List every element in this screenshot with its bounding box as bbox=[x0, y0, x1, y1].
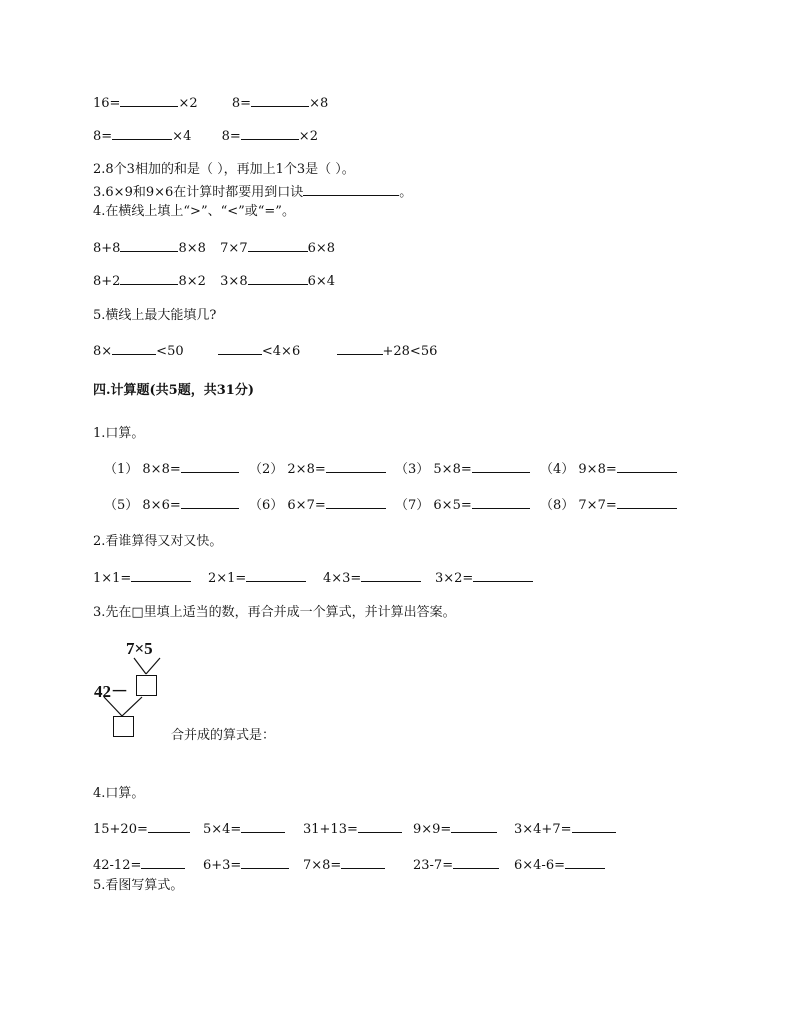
answer-blank[interactable] bbox=[120, 239, 178, 252]
answer-blank[interactable] bbox=[112, 127, 172, 140]
quick-item bbox=[93, 569, 191, 588]
expr-text: 3×4+7= bbox=[514, 822, 572, 837]
expr-text: 8+8 bbox=[93, 241, 121, 256]
s4-question-1: 1.口算。 bbox=[93, 426, 145, 441]
oral-item bbox=[104, 496, 239, 515]
expr-text: +28<56 bbox=[382, 344, 438, 359]
calc-item bbox=[93, 856, 185, 875]
expr-text: 6×4-6= bbox=[514, 858, 565, 873]
calc-item bbox=[413, 820, 497, 839]
question-end: 。 bbox=[399, 185, 413, 200]
answer-blank[interactable] bbox=[248, 239, 308, 252]
expr-text: 8= bbox=[221, 129, 241, 144]
expr-text: （3） 5×8= bbox=[395, 462, 472, 477]
oral-item bbox=[104, 460, 239, 479]
expr-text: 31+13= bbox=[303, 822, 358, 837]
answer-blank[interactable] bbox=[617, 460, 677, 473]
expr-text: 4×3= bbox=[323, 571, 362, 586]
expr-text: ×2 bbox=[298, 129, 318, 144]
answer-blank[interactable] bbox=[218, 342, 262, 355]
answer-box[interactable] bbox=[136, 675, 157, 696]
expr-text: 8×2 bbox=[178, 274, 206, 289]
expr-text: 6×4 bbox=[307, 274, 336, 289]
expr-text: <50 bbox=[156, 344, 184, 359]
answer-blank[interactable] bbox=[341, 856, 385, 869]
fill-row-2 bbox=[93, 127, 318, 146]
calc-item bbox=[303, 820, 402, 839]
answer-blank[interactable] bbox=[181, 496, 239, 509]
answer-blank[interactable] bbox=[246, 569, 306, 582]
expr-text: 8+2 bbox=[93, 274, 121, 289]
expr-text: 3×2= bbox=[435, 571, 474, 586]
expr-text: 7×8= bbox=[303, 858, 342, 873]
calc-item bbox=[203, 820, 285, 839]
answer-box[interactable] bbox=[113, 716, 134, 737]
expr-text: 2×1= bbox=[208, 571, 247, 586]
answer-blank[interactable] bbox=[181, 460, 239, 473]
s4-question-5: 5.看图写算式。 bbox=[93, 878, 184, 893]
calc-item bbox=[413, 856, 499, 875]
expr-text: <4×6 bbox=[261, 344, 301, 359]
expr-text: ×2 bbox=[178, 96, 198, 111]
question-3 bbox=[93, 183, 412, 202]
answer-blank[interactable] bbox=[120, 94, 178, 107]
expr-text: （2） 2×8= bbox=[249, 462, 326, 477]
section-heading: 四.计算题(共5题，共31分) bbox=[93, 383, 254, 398]
oral-item bbox=[395, 496, 530, 515]
expr-text: 8×8 bbox=[178, 241, 206, 256]
oral-item bbox=[395, 460, 530, 479]
answer-blank[interactable] bbox=[565, 856, 605, 869]
diagram-left-expr: 42－ bbox=[94, 682, 128, 701]
split-lines bbox=[130, 657, 164, 677]
answer-blank[interactable] bbox=[241, 127, 299, 140]
answer-blank[interactable] bbox=[572, 820, 616, 833]
quick-item bbox=[323, 569, 421, 588]
expr-text: 8× bbox=[93, 344, 113, 359]
s4-question-2: 2.看谁算得又对又快。 bbox=[93, 534, 223, 549]
answer-blank[interactable] bbox=[120, 272, 178, 285]
expr-text: 42-12= bbox=[93, 858, 142, 873]
answer-blank[interactable] bbox=[131, 569, 191, 582]
expr-text: 6+3= bbox=[203, 858, 242, 873]
answer-blank[interactable] bbox=[248, 272, 308, 285]
answer-blank[interactable] bbox=[358, 820, 402, 833]
expr-text: （4） 9×8= bbox=[540, 462, 617, 477]
expr-text: 3×8 bbox=[220, 274, 248, 289]
oral-item bbox=[249, 496, 386, 515]
fill-row-1 bbox=[93, 94, 328, 113]
expr-text: 16= bbox=[93, 96, 121, 111]
answer-blank[interactable] bbox=[241, 820, 285, 833]
expr-text: 8= bbox=[231, 96, 252, 111]
answer-blank[interactable] bbox=[472, 496, 530, 509]
expr-text: （5） 8×6= bbox=[104, 498, 181, 513]
expr-text: ×4 bbox=[172, 129, 192, 144]
oral-item bbox=[540, 496, 677, 515]
expr-text: 23-7= bbox=[413, 858, 454, 873]
diagram-top-expr: 7×5 bbox=[126, 639, 153, 658]
expr-text: 6×8 bbox=[307, 241, 336, 256]
question-4: 4.在横线上填上“>”、“<”或“=”。 bbox=[93, 204, 295, 219]
calc-item bbox=[514, 856, 605, 875]
expr-text: 8= bbox=[93, 129, 113, 144]
expr-text: 7×7 bbox=[220, 241, 248, 256]
answer-blank[interactable] bbox=[453, 856, 499, 869]
expr-text: 1×1= bbox=[93, 571, 132, 586]
oral-item bbox=[249, 460, 386, 479]
s4-question-4: 4.口算。 bbox=[93, 786, 145, 801]
expr-text: （6） 6×7= bbox=[249, 498, 326, 513]
compare-row-1 bbox=[93, 239, 335, 258]
answer-blank[interactable] bbox=[472, 460, 530, 473]
answer-blank[interactable] bbox=[141, 856, 185, 869]
calc-item bbox=[203, 856, 289, 875]
s4-question-3: 3.先在□里填上适当的数，再合并成一个算式，并计算出答案。 bbox=[93, 605, 456, 620]
answer-blank[interactable] bbox=[326, 496, 386, 509]
answer-blank[interactable] bbox=[112, 342, 156, 355]
expr-text: （8） 7×7= bbox=[540, 498, 617, 513]
merge-lines bbox=[100, 696, 146, 718]
calc-item bbox=[514, 820, 616, 839]
question-5: 5.横线上最大能填几? bbox=[93, 308, 217, 323]
answer-blank[interactable] bbox=[326, 460, 386, 473]
question-text: 3.6×9和9×6在计算时都要用到口诀 bbox=[93, 185, 304, 200]
expr-text: 15+20= bbox=[93, 822, 148, 837]
expr-text: 9×9= bbox=[413, 822, 452, 837]
quick-item bbox=[435, 569, 533, 588]
answer-blank[interactable] bbox=[251, 94, 309, 107]
answer-blank[interactable] bbox=[473, 569, 533, 582]
max-fill-row bbox=[93, 342, 437, 361]
answer-blank[interactable] bbox=[617, 496, 677, 509]
answer-blank[interactable] bbox=[241, 856, 289, 869]
question-2: 2.8个3相加的和是（ ），再加上1个3是（ ）。 bbox=[93, 162, 355, 177]
calc-item bbox=[303, 856, 385, 875]
quick-item bbox=[208, 569, 306, 588]
expr-text: （1） 8×8= bbox=[104, 462, 181, 477]
compare-row-2 bbox=[93, 272, 335, 291]
answer-blank[interactable] bbox=[337, 342, 383, 355]
calc-item bbox=[93, 820, 190, 839]
expr-text: ×8 bbox=[309, 96, 329, 111]
answer-blank[interactable] bbox=[451, 820, 497, 833]
answer-blank[interactable] bbox=[148, 820, 190, 833]
expr-text: （7） 6×5= bbox=[395, 498, 472, 513]
oral-item bbox=[540, 460, 677, 479]
answer-blank[interactable] bbox=[303, 183, 399, 196]
expr-text: 5×4= bbox=[203, 822, 242, 837]
answer-blank[interactable] bbox=[361, 569, 421, 582]
merge-label: 合并成的算式是： bbox=[171, 728, 276, 743]
